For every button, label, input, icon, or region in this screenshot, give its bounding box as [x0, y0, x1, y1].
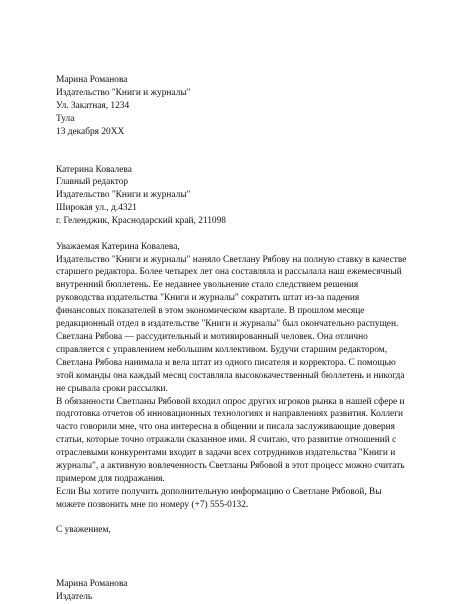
sender-name: Марина Романова	[56, 75, 128, 85]
recipient-company: Издательство "Книги и журналы"	[56, 190, 191, 201]
signature-title: Издатель	[56, 592, 93, 603]
closing	[56, 524, 392, 537]
sender-city: Тула	[56, 113, 75, 124]
paragraph-line: статьи, которые точно отражали сказанное ими. Я считаю, что развитие отношений с	[56, 435, 397, 446]
paragraph-line: Светлана Рябова нанимала и вела штат из одного писателя и корректора. С помощью	[56, 357, 396, 368]
paragraph-line: не срывала сроки рассылки.	[56, 383, 168, 394]
paragraph-line: руководства издательства "Книги и журналы" сократить штат из-за падения	[56, 293, 360, 304]
letter-date: 13 декабря 20XX	[56, 126, 125, 137]
paragraph-line: справляется с управлением небольшим коллективом. Будучи старшим редактором,	[56, 344, 388, 355]
paragraph-line: подготовка отчетов об инновационных технологиях и направлениях развития. Коллеги	[56, 409, 404, 420]
paragraph-line: В обязанности Светланы Рябовой входил опрос других игроков рынка в нашей сфере и	[56, 396, 405, 407]
recipient-name: Катерина Ковалева	[56, 164, 132, 175]
paragraph-1	[56, 254, 407, 331]
paragraph-line: примером для подражания.	[56, 473, 165, 484]
paragraph-line: Светлана Рябова — рассудительный и мотивированный человек. Она отлично	[56, 332, 368, 342]
paragraph-line: старшего редактора. Более четырех лет она составляла и рассылала наш ежемесячный	[56, 267, 402, 278]
paragraph-line: отраслевыми конкурентами входит в задачи всех сотрудников издательства "Книги и	[56, 448, 396, 459]
paragraph-line: часто говорили мне, что она интересна в общении и писала заслуживающие доверия	[56, 422, 395, 433]
recipient-city: г. Геленджик, Краснодарский край, 211098	[56, 216, 226, 227]
sender-company: Издательство "Книги и журналы"	[56, 87, 191, 98]
paragraph-3	[56, 396, 405, 486]
sender-street: Ул. Закатная, 1234	[56, 100, 130, 111]
recipient-street: Широкая ул., д.4321	[56, 203, 137, 214]
recipient-title: Главный редактор	[56, 177, 129, 188]
paragraph-line: Если Вы хотите получить дополнительную информацию о Светлане Рябовой, Вы	[56, 486, 382, 497]
signature-name: Марина Романова	[56, 579, 128, 590]
paragraph-line: этой команды она каждый месяц составляла высококачественный бюллетень и никогда	[56, 370, 405, 381]
paragraph-line: журналы", а активную вовлеченность Светланы Рябовой в этот процесс можно считать	[56, 461, 405, 472]
paragraph-line: Издательство "Книги и журналы" наняло Светлану Рябову на полную ставку в качестве	[56, 254, 407, 265]
signature-block	[56, 578, 392, 604]
paragraph-4	[56, 486, 392, 512]
letter	[56, 74, 407, 604]
paragraph-line: внутренний бюллетень. Ее недавнее увольнение стало следствием решения	[56, 280, 359, 291]
paragraph-line: можете позвонить мне по номеру (+7) 555-0132.	[56, 499, 249, 510]
salutation-text: Уважаемая Катерина Ковалева,	[56, 241, 180, 252]
paragraph-2	[56, 331, 405, 396]
sender-block	[56, 74, 392, 139]
paragraph-line: финансовых показателей в этом экономическом квартале. В прошлом месяце	[56, 306, 365, 317]
salutation	[56, 241, 392, 254]
recipient-block	[56, 164, 392, 229]
paragraph-line: редакционный отдел в издательстве "Книги и журналы" был окончательно распущен.	[56, 319, 399, 330]
closing-text: С уважением,	[56, 525, 111, 536]
